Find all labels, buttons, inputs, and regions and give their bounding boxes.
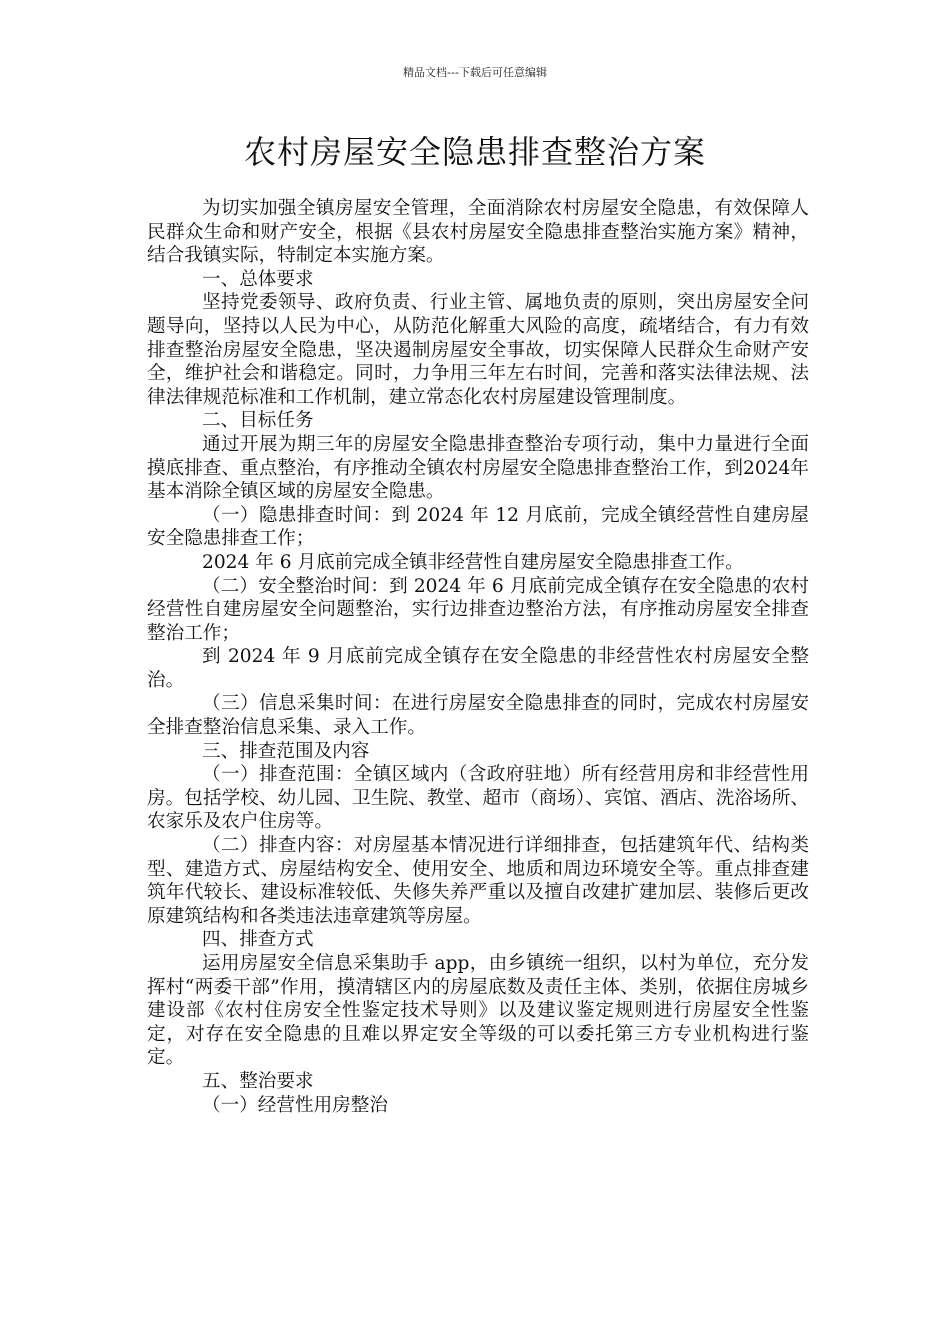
method-paragraph: 运用房屋安全信息采集助手 app，由乡镇统一组织，以村为单位，充分发挥村“两委干部”作用，摸清辖区内的房屋底数及责任主体、类别，依据住房城乡建设部《农村住房安全性鉴定技术导则》以及建议鉴定规则进行房屋安全性鉴定，对存在安全隐患的且难以界定安全等级的可以委托第三方专业机构进行鉴定。 — [147, 953, 809, 1069]
subheading-commercial-rectification: （一）经营性用房整治 — [202, 1094, 388, 1116]
general-requirements-paragraph: 坚持党委领导、政府负责、行业主管、属地负责的原则，突出房屋安全问题导向，坚持以人民为中心，从防范化解重大风险的高度，疏堵结合，有力有效排查整治房屋安全隐患，坚决遏制房屋安全事故，切实保障人民群众生命财产安全，维护社会和谐稳定。同时，力争用三年左右时间，完善和落实法律法规、法律法律规范标准和工作机制，建立常态化农村房屋建设管理制度。 — [147, 292, 809, 408]
document-title: 农村房屋安全隐患排查整治方案 — [243, 133, 706, 171]
inspection-time-paragraph: （一）隐患排查时间：到 2024 年 12 月底前，完成全镇经营性自建房屋安全隐患排查工作； — [147, 504, 809, 550]
section-heading-goals: 二、目标任务 — [202, 410, 314, 432]
scope-paragraph: （一）排查范围：全镇区域内（含政府驻地）所有经营用房和非经营性用房。包括学校、幼儿园、卫生院、教堂、超市（商场）、宾馆、酒店、洗浴场所、农家乐及农户住房等。 — [147, 764, 809, 833]
section-heading-method: 四、排查方式 — [202, 929, 314, 951]
goals-paragraph: 通过开展为期三年的房屋安全隐患排查整治专项行动，集中力量进行全面摸底排查、重点整治，有序推动全镇农村房屋安全隐患排查整治工作，到2024年基本消除全镇区域的房屋安全隐患。 — [147, 433, 809, 503]
information-collection-paragraph: （三）信息采集时间：在进行房屋安全隐患排查的同时，完成农村房屋安全排查整治信息采集、录入工作。 — [147, 693, 809, 739]
header-note: 精品文档---下载后可任意编辑 — [403, 66, 547, 79]
section-heading-general-requirements: 一、总体要求 — [202, 268, 314, 290]
non-commercial-rectification-paragraph: 到 2024 年 9 月底前完成全镇存在安全隐患的非经营性农村房屋安全整治。 — [147, 646, 809, 691]
intro-paragraph: 为切实加强全镇房屋安全管理，全面消除农村房屋安全隐患，有效保障人民群众生命和财产安全，根据《县农村房屋安全隐患排查整治实施方案》精神，结合我镇实际，特制定本实施方案。 — [147, 198, 809, 267]
section-heading-rectification: 五、整治要求 — [202, 1070, 314, 1092]
rectification-time-paragraph: （二）安全整治时间：到 2024 年 6 月底前完成全镇存在安全隐患的农村经营性自建房屋安全问题整治，实行边排查边整治方法，有序推动房屋安全排查整治工作； — [147, 575, 809, 644]
content-paragraph: （二）排查内容：对房屋基本情况进行详细排查，包括建筑年代、结构类型、建造方式、房屋结构安全、使用安全、地质和周边环境安全等。重点排查建筑年代较长、建设标准较低、失修失养严重以及擅自改建扩建加层、装修后更改原建筑结构和各类违法违章建筑等房屋。 — [147, 835, 809, 927]
document-body — [147, 197, 809, 1117]
section-heading-scope: 三、排查范围及内容 — [202, 740, 370, 762]
non-commercial-inspection-paragraph: 2024 年 6 月底前完成全镇非经营性自建房屋安全隐患排查工作。 — [202, 551, 744, 573]
